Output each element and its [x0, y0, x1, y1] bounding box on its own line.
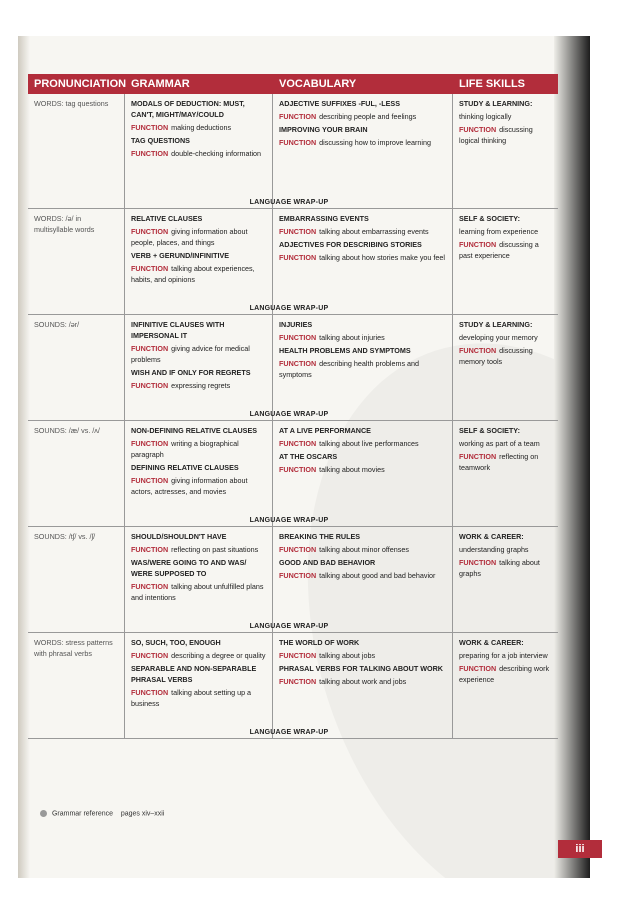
function-text: talking about graphs: [459, 558, 540, 578]
table-row: [28, 527, 558, 633]
life-skills-title: STUDY & LEARNING:: [459, 99, 533, 108]
vocab-cell: [273, 527, 453, 632]
language-wrap-up: LANGUAGE WRAP-UP: [249, 411, 329, 418]
function-text: double-checking information: [171, 149, 262, 158]
language-wrap-up: LANGUAGE WRAP-UP: [249, 729, 329, 736]
grammar-topic: SHOULD/SHOULDN'T HAVE: [131, 532, 227, 541]
pronunciation-text: WORDS: /ə/ in multisyllable words: [34, 214, 95, 234]
grammar-cell: [125, 209, 273, 314]
vocab-function: [279, 544, 446, 555]
header-pronunciation: PRONUNCIATION: [34, 78, 127, 90]
life-skills-function: [459, 557, 552, 579]
function-text: describing a degree or quality: [171, 651, 266, 660]
vocab-cell: [273, 633, 453, 738]
language-wrap-up: LANGUAGE WRAP-UP: [249, 305, 329, 312]
language-wrap-up: LANGUAGE WRAP-UP: [249, 199, 329, 206]
function-text: reflecting on teamwork: [459, 452, 539, 472]
life-skills-subtitle: learning from experience: [459, 227, 539, 236]
grammar-cell: [125, 315, 273, 420]
vocab-topic: INJURIES: [279, 320, 313, 329]
pronunciation-text: SOUNDS: /tʃ/ vs. /ʃ/: [34, 532, 96, 541]
function-label: FUNCTION: [279, 677, 317, 686]
function-text: giving information about people, places, and things: [131, 227, 248, 247]
function-label: FUNCTION: [131, 651, 169, 660]
pronunciation-cell: [28, 633, 125, 738]
function-text: discussing a past experience: [459, 240, 539, 260]
vocab-function: [279, 252, 446, 263]
life-skills-cell: [453, 94, 558, 208]
function-text: talking about movies: [319, 465, 385, 474]
vocab-function: [279, 464, 446, 475]
function-text: describing people and feelings: [319, 112, 417, 121]
vocab-cell: [273, 209, 453, 314]
function-label: FUNCTION: [279, 545, 317, 554]
vocab-cell: [273, 315, 453, 420]
grammar-cell: [125, 421, 273, 526]
life-skills-function: [459, 345, 552, 367]
pronunciation-text: SOUNDS: /æ/ vs. /ʌ/: [34, 426, 100, 435]
function-text: talking about work and jobs: [319, 677, 407, 686]
function-label: FUNCTION: [279, 227, 317, 236]
function-label: FUNCTION: [459, 558, 497, 567]
pronunciation-text: WORDS: tag questions: [34, 99, 109, 108]
function-label: FUNCTION: [131, 476, 169, 485]
header-vocabulary: VOCABULARY: [279, 78, 357, 90]
grammar-function: [131, 544, 266, 555]
grammar-topic: SO, SUCH, TOO, ENOUGH: [131, 638, 221, 647]
vocab-topic: EMBARRASSING EVENTS: [279, 214, 369, 223]
grammar-topic: SEPARABLE AND NON-SEPARABLE PHRASAL VERBS: [131, 664, 257, 684]
vocab-function: [279, 137, 446, 148]
grammar-function: [131, 687, 266, 709]
life-skills-title: STUDY & LEARNING:: [459, 320, 533, 329]
grammar-topic: VERB + GERUND/INFINITIVE: [131, 251, 230, 260]
grammar-reference-label: Grammar reference: [51, 810, 114, 818]
vocab-function: [279, 650, 446, 661]
grammar-reference-pages: pages xiv–xxii: [120, 810, 165, 818]
vocab-function: [279, 111, 446, 122]
function-text: talking about unfulfilled plans and intentions: [131, 582, 264, 602]
life-skills-title: WORK & CAREER:: [459, 638, 524, 647]
grammar-function: [131, 226, 266, 248]
life-skills-title: SELF & SOCIETY:: [459, 426, 520, 435]
contents-table: [28, 94, 558, 739]
grammar-topic: RELATIVE CLAUSES: [131, 214, 203, 223]
language-wrap-up: LANGUAGE WRAP-UP: [249, 517, 329, 524]
function-label: FUNCTION: [459, 452, 497, 461]
function-text: talking about embarrassing events: [319, 227, 429, 236]
grammar-topic: WISH AND IF ONLY FOR REGRETS: [131, 368, 251, 377]
function-text: reflecting on past situations: [171, 545, 259, 554]
life-skills-subtitle: understanding graphs: [459, 545, 529, 554]
grammar-cell: [125, 633, 273, 738]
table-header: [28, 74, 558, 94]
function-text: talking about jobs: [319, 651, 376, 660]
grammar-topic: TAG QUESTIONS: [131, 136, 190, 145]
header-life-skills: LIFE SKILLS: [459, 78, 525, 90]
function-label: FUNCTION: [279, 253, 317, 262]
life-skills-subtitle: preparing for a job interview: [459, 651, 548, 660]
vocab-topic: IMPROVING YOUR BRAIN: [279, 125, 368, 134]
function-text: expressing regrets: [171, 381, 231, 390]
language-wrap-up: LANGUAGE WRAP-UP: [249, 623, 329, 630]
life-skills-function: [459, 239, 552, 261]
grammar-reference-icon: [40, 810, 47, 817]
function-text: discussing memory tools: [459, 346, 533, 366]
grammar-function: [131, 475, 266, 497]
function-text: describing work experience: [459, 664, 550, 684]
vocab-function: [279, 570, 446, 581]
table-row: [28, 633, 558, 739]
function-text: discussing how to improve learning: [319, 138, 432, 147]
function-text: making deductions: [171, 123, 232, 132]
function-label: FUNCTION: [459, 664, 497, 673]
function-text: giving information about actors, actresses, and movies: [131, 476, 248, 496]
pronunciation-cell: [28, 94, 125, 208]
vocab-function: [279, 226, 446, 237]
grammar-function: [131, 438, 266, 460]
grammar-cell: [125, 527, 273, 632]
vocab-topic: THE WORLD OF WORK: [279, 638, 360, 647]
pronunciation-cell: [28, 315, 125, 420]
function-label: FUNCTION: [131, 123, 169, 132]
function-label: FUNCTION: [131, 149, 169, 158]
function-text: giving advice for medical problems: [131, 344, 250, 364]
function-text: talking about live performances: [319, 439, 419, 448]
function-label: FUNCTION: [279, 651, 317, 660]
page-edge-shadow: [554, 36, 590, 878]
grammar-topic: DEFINING RELATIVE CLAUSES: [131, 463, 239, 472]
pronunciation-text: SOUNDS: /ər/: [34, 320, 80, 329]
function-text: talking about how stories make you feel: [319, 253, 445, 262]
pronunciation-cell: [28, 527, 125, 632]
footer: [40, 810, 164, 817]
function-label: FUNCTION: [459, 346, 497, 355]
life-skills-subtitle: developing your memory: [459, 333, 538, 342]
grammar-function: [131, 148, 266, 159]
grammar-cell: [125, 94, 273, 208]
function-label: FUNCTION: [131, 582, 169, 591]
vocab-topic: AT A LIVE PERFORMANCE: [279, 426, 371, 435]
function-label: FUNCTION: [131, 344, 169, 353]
life-skills-function: [459, 663, 552, 685]
function-label: FUNCTION: [131, 545, 169, 554]
function-label: FUNCTION: [459, 240, 497, 249]
vocab-topic: ADJECTIVES FOR DESCRIBING STORIES: [279, 240, 422, 249]
table-row: [28, 94, 558, 209]
vocab-cell: [273, 94, 453, 208]
grammar-function: [131, 122, 266, 133]
function-label: FUNCTION: [131, 264, 169, 273]
function-text: talking about injuries: [319, 333, 385, 342]
vocab-topic: BREAKING THE RULES: [279, 532, 361, 541]
vocab-function: [279, 358, 446, 380]
page-number: iii: [558, 840, 602, 858]
life-skills-function: [459, 124, 552, 146]
life-skills-cell: [453, 315, 558, 420]
table-row: [28, 421, 558, 527]
function-label: FUNCTION: [279, 333, 317, 342]
vocab-topic: HEALTH PROBLEMS AND SYMPTOMS: [279, 346, 411, 355]
grammar-function: [131, 343, 266, 365]
function-label: FUNCTION: [279, 359, 317, 368]
vocab-topic: PHRASAL VERBS FOR TALKING ABOUT WORK: [279, 664, 443, 673]
vocab-function: [279, 438, 446, 449]
function-text: discussing logical thinking: [459, 125, 533, 145]
life-skills-function: [459, 451, 552, 473]
grammar-function: [131, 263, 266, 285]
function-text: talking about experiences, habits, and opinions: [131, 264, 255, 284]
header-grammar: GRAMMAR: [131, 78, 190, 90]
vocab-function: [279, 676, 446, 687]
function-label: FUNCTION: [279, 571, 317, 580]
vocab-topic: GOOD AND BAD BEHAVIOR: [279, 558, 376, 567]
function-label: FUNCTION: [131, 227, 169, 236]
life-skills-subtitle: thinking logically: [459, 112, 512, 121]
life-skills-cell: [453, 633, 558, 738]
vocab-topic: AT THE OSCARS: [279, 452, 338, 461]
table-row: [28, 315, 558, 421]
function-text: describing health problems and symptoms: [279, 359, 420, 379]
function-label: FUNCTION: [131, 688, 169, 697]
life-skills-title: WORK & CAREER:: [459, 532, 524, 541]
function-label: FUNCTION: [279, 465, 317, 474]
function-label: FUNCTION: [279, 112, 317, 121]
vocab-topic: ADJECTIVE SUFFIXES -FUL, -LESS: [279, 99, 401, 108]
life-skills-cell: [453, 209, 558, 314]
grammar-topic: MODALS OF DEDUCTION: MUST, CAN'T, MIGHT/MAY/COULD: [131, 99, 245, 119]
grammar-topic: INFINITIVE CLAUSES WITH IMPERSONAL IT: [131, 320, 225, 340]
function-text: talking about good and bad behavior: [319, 571, 436, 580]
life-skills-title: SELF & SOCIETY:: [459, 214, 520, 223]
grammar-function: [131, 650, 266, 661]
table-row: [28, 209, 558, 315]
grammar-function: [131, 581, 266, 603]
function-text: talking about minor offenses: [319, 545, 409, 554]
function-label: FUNCTION: [279, 138, 317, 147]
pronunciation-text: WORDS: stress patterns with phrasal verbs: [34, 638, 113, 658]
function-label: FUNCTION: [279, 439, 317, 448]
vocab-function: [279, 332, 446, 343]
vocab-cell: [273, 421, 453, 526]
pronunciation-cell: [28, 209, 125, 314]
life-skills-cell: [453, 421, 558, 526]
life-skills-cell: [453, 527, 558, 632]
function-text: talking about setting up a business: [131, 688, 252, 708]
function-label: FUNCTION: [131, 381, 169, 390]
pronunciation-cell: [28, 421, 125, 526]
grammar-topic: NON-DEFINING RELATIVE CLAUSES: [131, 426, 258, 435]
grammar-function: [131, 380, 266, 391]
life-skills-subtitle: working as part of a team: [459, 439, 540, 448]
function-text: writing a biographical paragraph: [131, 439, 239, 459]
function-label: FUNCTION: [459, 125, 497, 134]
function-label: FUNCTION: [131, 439, 169, 448]
grammar-topic: WAS/WERE GOING TO AND WAS/ WERE SUPPOSED TO: [131, 558, 247, 578]
